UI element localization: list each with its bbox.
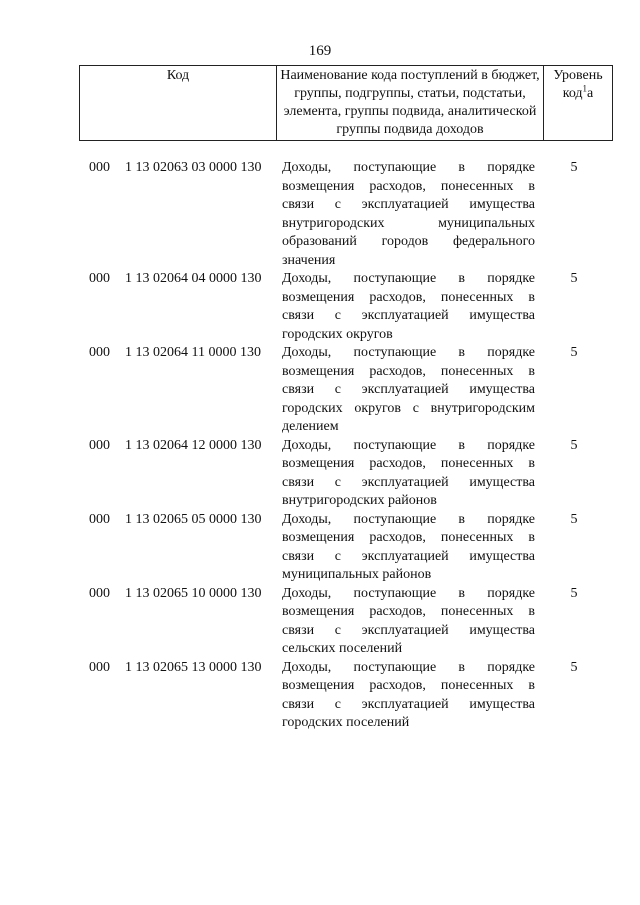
- table-header: [79, 65, 613, 141]
- table-row: [0, 159, 640, 270]
- row-level: 5: [570, 437, 578, 453]
- row-admin-code: 000: [89, 585, 110, 601]
- header-level-label: Уровень код: [553, 68, 603, 101]
- row-admin-code: 000: [89, 511, 110, 527]
- row-admin-code: 000: [89, 271, 110, 286]
- table-row: [0, 344, 640, 437]
- row-admin-code: 000: [89, 160, 110, 175]
- row-code: 1 13 02064 12 0000 130: [125, 437, 262, 453]
- row-code: 1 13 02065 13 0000 130: [125, 659, 262, 675]
- row-name: Доходы, поступающие в порядке возмещения расходов, понесенных в связи с эксплуатацией имущества городских округов с внутригородским делением: [282, 345, 535, 434]
- row-code: 1 13 02065 10 0000 130: [125, 585, 262, 601]
- header-level-footnote: 1: [582, 83, 588, 94]
- header-name: Наименование кода поступлений в бюджет, группы, подгруппы, статьи, подстатьи, элемента, группы подвида, аналитической группы подвида доходов: [277, 66, 544, 141]
- row-code: 1 13 02065 05 0000 130: [125, 511, 262, 527]
- row-code: 1 13 02064 11 0000 130: [125, 345, 261, 360]
- row-level: 5: [570, 271, 578, 286]
- header-level-tail: а: [587, 86, 594, 101]
- table-row: [0, 659, 640, 733]
- table-body: [0, 159, 640, 733]
- header-code: Код: [80, 66, 277, 141]
- row-admin-code: 000: [89, 659, 110, 675]
- table-row: [0, 585, 640, 659]
- row-name: Доходы, поступающие в порядке возмещения расходов, понесенных в связи с эксплуатацией имущества муниципальных районов: [282, 511, 535, 582]
- row-level: 5: [570, 659, 578, 675]
- row-code: 1 13 02063 03 0000 130: [125, 160, 262, 175]
- row-level: 5: [570, 511, 578, 527]
- row-admin-code: 000: [89, 437, 110, 453]
- row-level: 5: [570, 585, 578, 601]
- row-name: Доходы, поступающие в порядке возмещения расходов, понесенных в связи с эксплуатацией имущества городских округов: [282, 271, 535, 342]
- row-level: 5: [570, 345, 578, 360]
- page-number: 169: [308, 43, 332, 59]
- row-level: 5: [570, 160, 578, 175]
- row-admin-code: 000: [89, 345, 110, 360]
- row-name: Доходы, поступающие в порядке возмещения расходов, понесенных в связи с эксплуатацией имущества сельских поселений: [282, 585, 535, 656]
- table-row: [0, 437, 640, 511]
- row-code: 1 13 02064 04 0000 130: [125, 271, 262, 286]
- table-row: [0, 270, 640, 344]
- row-name: Доходы, поступающие в порядке возмещения расходов, понесенных в связи с эксплуатацией имущества внутригородских районов: [282, 437, 535, 508]
- row-name: Доходы, поступающие в порядке возмещения расходов, понесенных в связи с эксплуатацией имущества городских поселений: [282, 659, 535, 730]
- header-level: [544, 66, 613, 141]
- table-row: [0, 511, 640, 585]
- row-name: Доходы, поступающие в порядке возмещения расходов, понесенных в связи с эксплуатацией имущества внутригородских муниципальных образований городов федерального значения: [282, 160, 535, 268]
